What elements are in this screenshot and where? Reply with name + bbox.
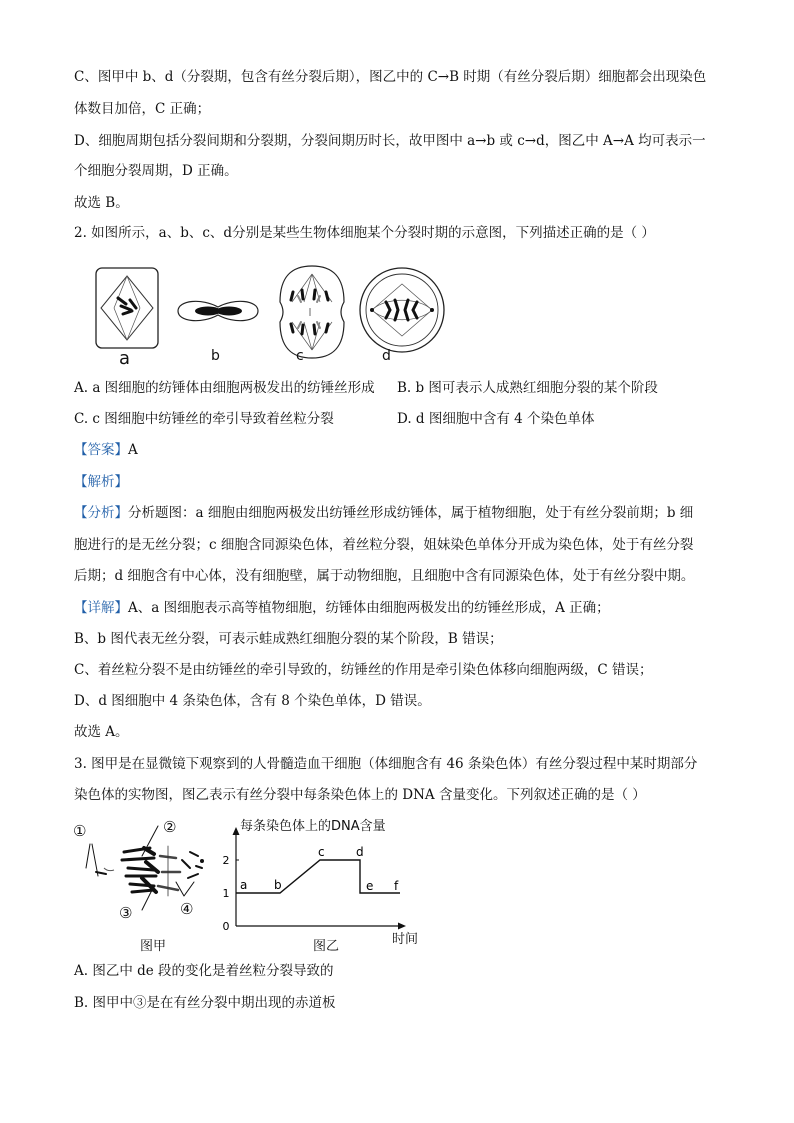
- marker-1: ①: [73, 822, 87, 840]
- y-tick-label: 0: [222, 920, 230, 933]
- y-tick-label: 1: [222, 887, 230, 900]
- text-line: 故选 B。: [74, 195, 129, 211]
- dna-line: [236, 860, 400, 893]
- q3-option-b[interactable]: B. 图甲中③是在有丝分裂中期出现的赤道板: [74, 995, 336, 1011]
- text-line: D、d 图细胞中 4 条染色体，含有 8 个染色单体，D 错误。: [74, 693, 431, 709]
- chromosome-micrograph: [72, 816, 222, 936]
- fenxi-text: 分析题图：a 细胞由细胞两极发出纺锤丝形成纺锤体，属于植物细胞，处于有丝分裂前期；b 细: [128, 505, 694, 521]
- text-line: 个细胞分裂周期，D 正确。: [74, 163, 238, 179]
- point-label-c: c: [318, 845, 325, 859]
- detail-tag: 【详解】: [74, 600, 128, 616]
- q3-option-a[interactable]: A. 图乙中 de 段的变化是着丝粒分裂导致的: [74, 963, 334, 979]
- question-2: 2. 如图所示，a、b、c、d分别是某些生物体细胞某个分裂时期的示意图，下列描述正确的是（ ）: [74, 225, 655, 241]
- cell-label-c: c: [296, 348, 304, 364]
- question-3: 3. 图甲是在显微镜下观察到的人骨髓造血干细胞（体细胞含有 46 条染色体）有丝分裂过程中某时期部分: [74, 756, 698, 772]
- text-line: 染色体的实物图，图乙表示有丝分裂中每条染色体上的 DNA 含量变化。下列叙述正确的是（ ）: [74, 787, 646, 803]
- fenxi-tag: 【分析】: [74, 505, 128, 521]
- q2-option-d[interactable]: D. d 图细胞中含有 4 个染色单体: [397, 411, 595, 427]
- answer-tag: 【答案】: [74, 442, 128, 458]
- q2-option-b[interactable]: B. b 图可表示人成熟红细胞分裂的某个阶段: [397, 380, 658, 396]
- q2-option-a[interactable]: A. a 图细胞的纺锤体由细胞两极发出的纺锤丝形成: [74, 380, 375, 396]
- y-tick-label: 2: [222, 854, 230, 867]
- detail-text: A、a 图细胞表示高等植物细胞，纺锤体由细胞两极发出的纺锤丝形成，A 正确；: [128, 600, 610, 616]
- analysis-tag: 【解析】: [74, 474, 128, 490]
- figure-yi-caption: 图乙: [313, 939, 340, 954]
- cell-label-b: b: [211, 348, 220, 364]
- point-label-a: a: [240, 878, 248, 892]
- marker-4: ④: [180, 900, 194, 918]
- chart-xlabel: 时间: [392, 932, 419, 947]
- text-line: 胞进行的是无丝分裂；c 细胞含同源染色体，着丝粒分裂，姐妹染色单体分开成为染色体，处于有丝分裂: [74, 537, 694, 553]
- analysis-line: [74, 503, 693, 523]
- marker-2: ②: [163, 818, 177, 836]
- cell-division-figure: [90, 262, 450, 368]
- cell-label-d: d: [382, 348, 391, 364]
- text-line: 故选 A。: [74, 724, 129, 740]
- cell-label-a: a: [119, 348, 131, 369]
- text-line: B、b 图代表无丝分裂，可表示蛙成熟红细胞分裂的某个阶段，B 错误；: [74, 631, 503, 647]
- cell-c-diagram: [280, 266, 344, 358]
- dna-content-chart: [220, 826, 430, 938]
- cell-d-diagram: [360, 268, 444, 352]
- text-line: 后期；d 细胞含有中心体，没有细胞壁，属于动物细胞，且细胞中含有同源染色体，处于有丝分裂中期。: [74, 568, 695, 584]
- point-label-b: b: [274, 878, 282, 892]
- text-line: C、着丝粒分裂不是由纺锤丝的牵引导致的，纺锤丝的作用是牵引染色体移向细胞两级，C 错误；: [74, 662, 653, 678]
- marker-3: ③: [119, 904, 133, 922]
- text-line: C、图甲中 b、d（分裂期，包含有丝分裂后期），图乙中的 C→B 时期（有丝分裂后期）细胞都会出现染色: [74, 69, 707, 85]
- chart-ylabel: 每条染色体上的DNA含量: [240, 819, 386, 834]
- y-axis-arrow: [233, 827, 240, 835]
- cell-a-diagram: [96, 268, 158, 348]
- answer-line: [74, 440, 138, 460]
- analysis-header: [74, 472, 128, 492]
- point-label-d: d: [356, 845, 364, 859]
- text-line: D、细胞周期包括分裂间期和分裂期，分裂间期历时长，故甲图中 a→b 或 c→d，图乙中 A→A 均可表示一: [74, 133, 706, 149]
- text-line: 体数目加倍，C 正确；: [74, 101, 211, 117]
- point-label-e: e: [366, 879, 374, 893]
- answer-value: A: [128, 442, 138, 458]
- q2-option-c[interactable]: C. c 图细胞中纺锤丝的牵引导致着丝粒分裂: [74, 411, 334, 427]
- figure-jia-caption: 图甲: [140, 939, 167, 954]
- point-label-f: f: [394, 879, 399, 893]
- detail-line: [74, 598, 610, 618]
- cell-b-diagram: [178, 301, 258, 320]
